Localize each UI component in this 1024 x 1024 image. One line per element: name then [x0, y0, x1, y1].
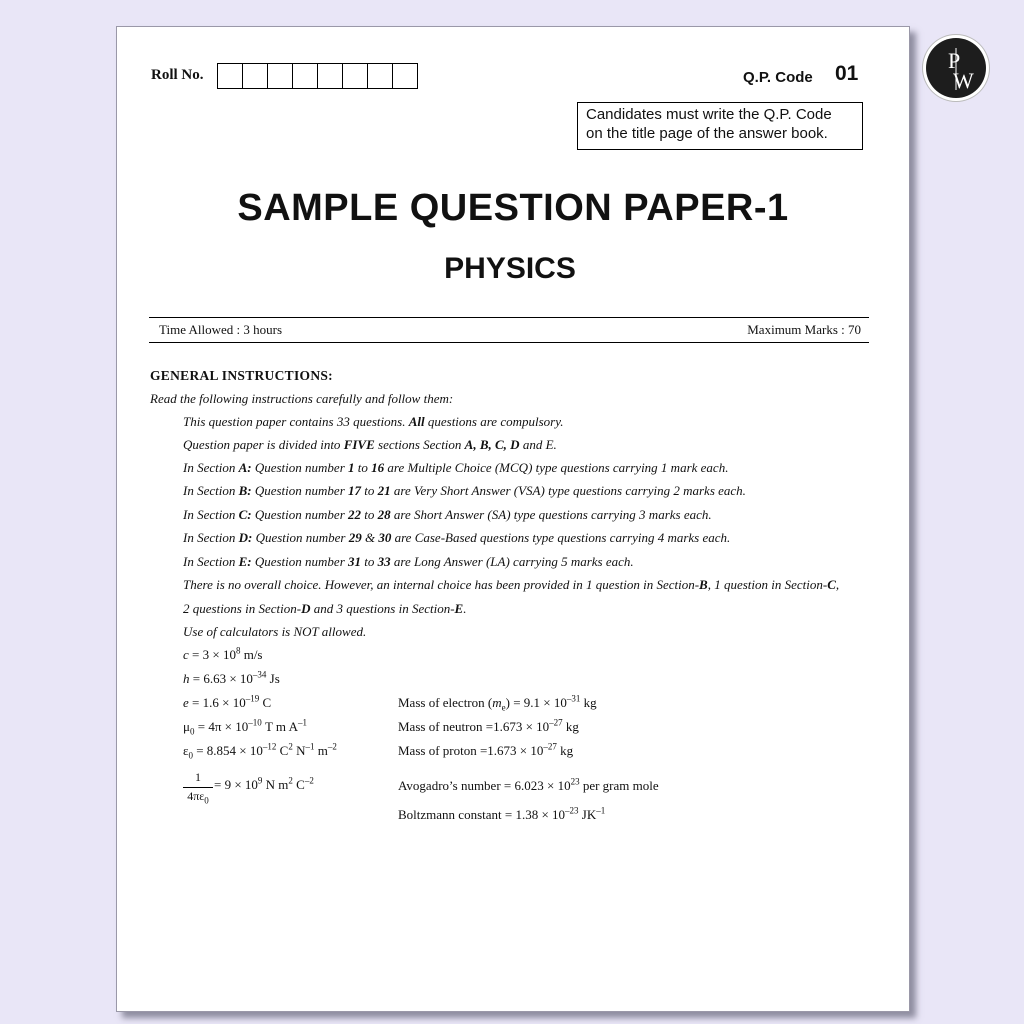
roll-box[interactable] — [243, 64, 268, 88]
maximum-marks: Maximum Marks : 70 — [747, 322, 861, 337]
constant-boltzmann: Boltzmann constant = $1.38 \times 10^{-23}$ $JK^{-1}$ — [398, 805, 606, 822]
qp-code-value: 01 — [835, 62, 859, 85]
roll-box[interactable] — [343, 64, 368, 88]
constant-electron-charge: $e = 1.6 \times 10^{-19}$ C — [183, 693, 272, 710]
roll-box[interactable] — [268, 64, 293, 88]
roll-box[interactable] — [393, 64, 417, 88]
roll-box[interactable] — [293, 64, 318, 88]
roll-box[interactable] — [218, 64, 243, 88]
constant-permeability: $\mu_0 = 4\pi \times 10^{-10}$ T m $A^{-1}$ — [183, 717, 307, 737]
instruction-text: This question paper contains 33 questions. All questions are compulsory. — [183, 414, 564, 429]
constant-neutron-mass: Mass of neutron $=1.673 \times 10^{-27}$ kg — [398, 717, 579, 734]
pw-logo-icon — [926, 38, 986, 98]
notice-line: Candidates must write the Q.P. Code — [586, 106, 832, 123]
instruction-text: In Section C: Question number 22 to 28 are Short Answer (SA) type questions carrying 3 marks each. — [183, 507, 712, 522]
svg-text:P: P — [948, 48, 961, 73]
constant-planck: $h = 6.63 \times 10^{-34}$ Js — [183, 669, 280, 686]
instruction-text: In Section B: Question number 17 to 21 are Very Short Answer (VSA) type questions carrying 2 marks each. — [183, 483, 746, 498]
instruction-text: In Section D: Question number 29 & 30 are Case-Based questions type questions carrying 4 marks each. — [183, 530, 731, 545]
question-paper-page — [116, 26, 910, 1012]
constant-proton-mass: Mass of proton $=1.673 \times 10^{-27}$ kg — [398, 741, 574, 758]
instruction-text: In Section A: Question number 1 to 16 are Multiple Choice (MCQ) type questions carrying 1 mark each. — [183, 460, 729, 475]
instruction-text: Use of calculators is NOT allowed. — [183, 624, 367, 639]
time-marks-band — [149, 317, 869, 343]
paper-title: SAMPLE QUESTION PAPER-1 — [237, 187, 789, 229]
roll-number-boxes[interactable] — [217, 63, 418, 89]
constant-permittivity: $\varepsilon_0 = 8.854 \times 10^{-12}$ $C^2$ $N^{-1}$ $m^{-2}$ — [183, 741, 337, 761]
time-allowed: Time Allowed : 3 hours — [159, 322, 283, 337]
svg-text:W: W — [953, 68, 974, 93]
subject-title: PHYSICS — [444, 252, 576, 285]
instruction-text: In Section E: Question number 31 to 33 are Long Answer (LA) carrying 5 marks each. — [183, 554, 634, 569]
instruction-text: Question paper is divided into FIVE sections Section A, B, C, D and E. — [183, 437, 557, 452]
roll-box[interactable] — [368, 64, 393, 88]
constant-coulomb: = $9 \times 10^9$ N $m^2$ $C^{-2}$ — [214, 775, 314, 792]
instructions-intro: Read the following instructions carefully and follow them: — [150, 391, 454, 406]
constant-electron-mass: Mass of electron $(m_e) = 9.1 \times 10^{-31}$ kg — [398, 693, 597, 713]
roll-box[interactable] — [318, 64, 343, 88]
instruction-text: There is no overall choice. However, an internal choice has been provided in 1 question in Section-B, 1 question in Section-C, — [183, 577, 840, 592]
coulomb-fraction: $\frac{1}{4\pi\varepsilon_0}$ — [183, 770, 213, 804]
qp-code-label: Q.P. Code — [743, 69, 813, 86]
instruction-continuation: 2 questions in Section-D and 3 questions in Section-E. — [183, 601, 467, 616]
qp-code-notice — [577, 102, 863, 150]
constant-avogadro: Avogadro’s number = $6.023 \times 10^{23}$ per gram mole — [398, 776, 659, 793]
roll-number-label: Roll No. — [151, 67, 204, 83]
instructions-heading: GENERAL INSTRUCTIONS: — [150, 368, 333, 383]
notice-line: on the title page of the answer book. — [586, 125, 828, 142]
constant-speed-of-light: $c = 3 \times 10^8$ m/s — [183, 645, 263, 662]
